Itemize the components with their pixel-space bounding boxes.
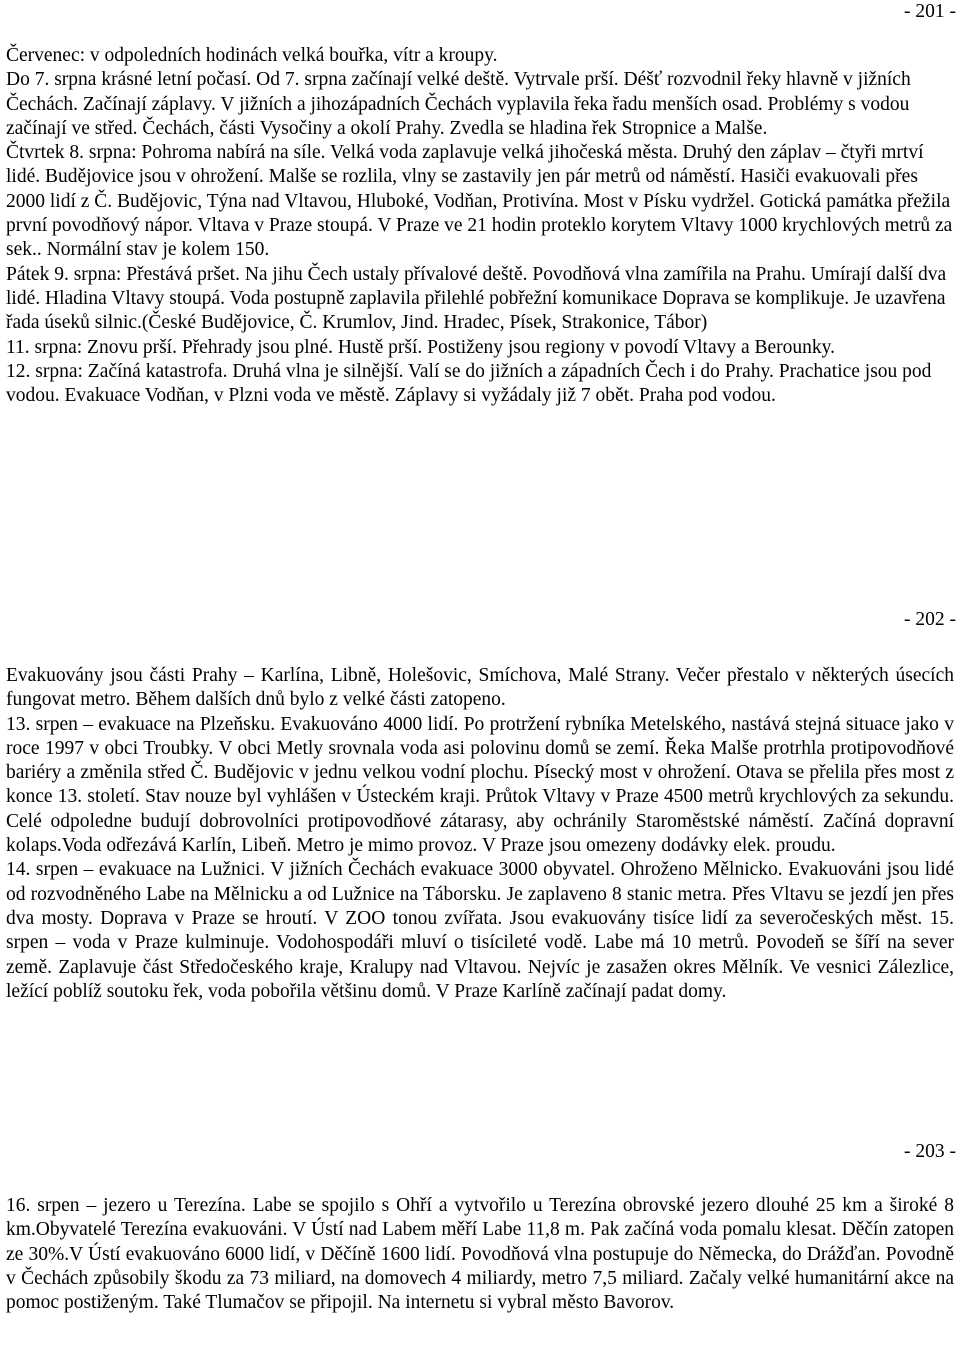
paragraph-august-16: 16. srpen – jezero u Terezína. Labe se spojilo s Ohří a vytvořilo u Terezína obrovské jezero dlouhé 25 km a široké 8 km.Obyvatelé Terezína evakuováni. V Ústí nad Labem měří Labe 11,8 m. Pak začíná voda pomalu klesat. Děčín zatopen ze 30%.V Ústí evakuováno 6000 lidí, v Děčíně 1600 lidí. Povodňová vlna postupuje do Německa, do Drážďan. Povodně v Čechách způsobily škodu za 73 miliard, na domovech 4 miliardy, metro 7,5 miliard. Začaly velké humanitární akce na pomoc postiženým. Také Tlumačov se připojil. Na internetu si vybral město Bavorov.	[6, 1195, 954, 1314]
paragraph-august-14: 14. srpen – evakuace na Lužnici. V jižních Čechách evakuace 3000 obyvatel. Ohroženo Mělnicko. Evakuováni jsou lidé od rozvodněného Labe na Mělnicku a od Lužnice na Táborsku. Je zaplaveno 8 stanic metra. Přes Vltavu se jezdí jen přes dva mosty. Doprava v Praze se hroutí. V ZOO tonou zvířata. Jsou evakuovány tisíce lidí za severočeských měst. 15. srpen – voda v Praze kulminuje. Vodohospodáři mluví o tisícileté vodě. Labe má 10 metrů. Povodeň se šíří na sever země. Zaplavuje část Středočeského kraje, Kralupy nad Vltavou. Nejvíc je zasažen okres Mělník. Ve vesnici Zálezlice, ležící poblíž soutoku řek, voda pobořila většinu domů. V Praze Karlíně začínají padat domy.	[6, 859, 954, 1002]
paragraph-prague-evacuation: Evakuovány jsou části Prahy – Karlína, Libně, Holešovic, Smíchova, Malé Strany. Večer přestalo v některých úsecích fungovat metro. Během dalších dnů bylo z velké části zatopeno.	[6, 665, 954, 711]
paragraph-august-11: 11. srpna: Znovu prší. Přehrady jsou plné. Hustě prší. Postiženy jsou regiony v povodí Vltavy a Berounky.	[6, 336, 836, 358]
page-number-201: - 201 -	[904, 1, 956, 22]
page-202-text	[6, 664, 954, 1004]
paragraph-august-12: 12. srpna: Začíná katastrofa. Druhá vlna je silnější. Valí se do jižních a západních Čech i do Prahy. Prachatice jsou pod vodou. Evakuace Vodňan, v Plzni voda ve městě. Záplavy si vyžádaly již 7 obět. Praha pod vodou.	[6, 360, 932, 407]
paragraph-july: Červenec: v odpoledních hodinách velká bouřka, vítr a kroupy.	[6, 45, 498, 66]
page-number-202: - 202 -	[904, 609, 956, 630]
paragraph-august-7: Do 7. srpna krásné letní počasí. Od 7. srpna začínají velké deště. Vytrvale prší. Déšť rozvodnil řeky hlavně v jižních Čechách. Začínají záplavy. V jižních a jihozápadních Čechách vyplavila řeka řadu menších osad. Problémy s vodou začínají ve střed. Čechách, části Vysočiny a okolí Prahy. Zvedla se hladina řek Stropnice a Malše.	[6, 69, 911, 139]
page-203-text	[6, 1194, 954, 1315]
page-201-text	[6, 44, 954, 408]
paragraph-august-13: 13. srpen – evakuace na Plzeňsku. Evakuováno 4000 lidí. Po protržení rybníka Metelského, nastává stejná situace jako v roce 1997 v obci Troubky. V obci Metly srovnala voda asi polovinu domů se zemí. Řeka Malše protrhla protipovodňové bariéry a změnila střed Č. Budějovic v jednu velkou vodní plochu. Písecký most v ohrožení. Otava se přelila přes most z konce 13. století. Stav nouze byl vyhlášen v Ústeckém kraji. Průtok Vltavy v Praze 4500 metrů krychlových za sekundu. Celé odpoledne budují dobrovolníci protipovodňové zátarasy, aby ochránily Staroměstské náměstí. Začíná dopravní kolaps.Voda odřezává Karlín, Libeň. Metro je mimo provoz. V Praze jsou omezeny dodávky elek. proudu.	[6, 713, 954, 857]
paragraph-thursday-8: Čtvrtek 8. srpna: Pohroma nabírá na síle. Velká voda zaplavuje velká jihočeská města. Druhý den záplav – čtyři mrtví lidé. Budějovice jsou v ohrožení. Malše se rozlila, vlny se zastavily jen pár metrů od náměstí. Hasiči evakuovali přes 2000 lidí z Č. Budějovic, Týna nad Vltavou, Hluboké, Vodňan, Protivína. Most v Písku vydržel. Gotická památka přežila první povodňový nápor. Vltava v Praze stoupá. V Praze ve 21 hodin proteklo korytem Vltavy 1000 krychlových metrů za sek.. Normální stav je kolem 150.	[6, 142, 953, 261]
page-number-203: - 203 -	[904, 1141, 956, 1162]
paragraph-friday-9: Pátek 9. srpna: Přestává pršet. Na jihu Čech ustaly přívalové deště. Povodňová vlna zamířila na Prahu. Umírají další dva lidé. Hladina Vltavy stoupá. Voda postupně zaplavila přilehlé pobřežní komunikace Doprava se komplikuje. Je uzavřena řada úseků silnic.(České Budějovice, Č. Krumlov, Jind. Hradec, Písek, Strakonice, Tábor)	[6, 263, 947, 334]
